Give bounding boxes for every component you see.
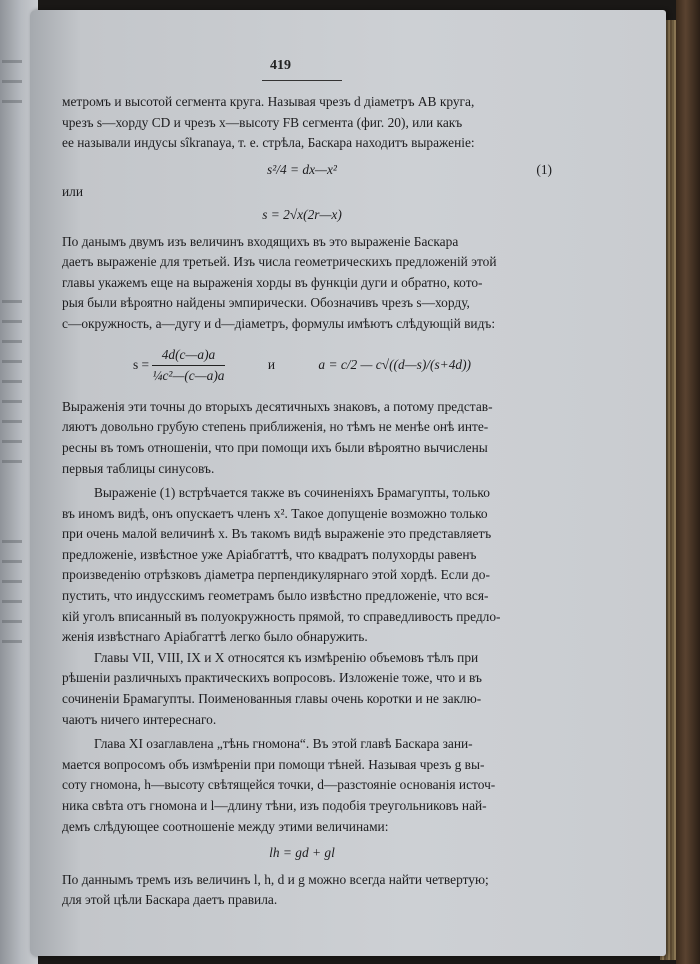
text-line: ресны въ томъ отношеніи, что при помощи ихъ были вѣроятно вычислены	[62, 439, 488, 455]
formula-3-right: a = c/2 — c√((d—s)/(s+4d))	[318, 356, 472, 372]
text-line: Глава XI озаглавлена „тѣнь гномона“. Въ этой главѣ Баскара зани-	[94, 736, 473, 752]
text-line-ili: или	[62, 184, 84, 200]
text-line: ее называли индусы sîkranaya, т. е. стрѣла, Баскара находитъ выраженіе:	[62, 135, 475, 151]
page-body	[62, 92, 552, 911]
text-line: c—окружность, a—дугу и d—діаметръ, формулы имѣютъ слѣдующій видъ:	[62, 315, 496, 331]
text-line: рыя были вѣроятно найдены эмпирически. Обозначивъ чрезъ s—хорду,	[62, 295, 470, 311]
page-number: 419	[270, 58, 291, 73]
text-line: соту гномона, h—высоту свѣтящейся точки, d—разстояніе основанія источ-	[62, 777, 496, 793]
paragraph-5	[62, 648, 542, 730]
text-line: для этой цѣли Баскара даетъ правила.	[62, 892, 278, 908]
text-line: рѣшеніи различныхъ практическихъ вопросовъ. Изложеніе тоже, что и въ	[62, 670, 482, 686]
formula-1-text: s²/4 = dx—x²	[267, 161, 337, 177]
text-line: мается вопросомъ объ измѣреніи при помощи тѣней. Называя чрезъ g вы-	[62, 756, 485, 772]
paragraph-6	[62, 734, 542, 837]
formula-3-denominator: ¼c²—(c—a)a	[152, 368, 225, 384]
text-line: Выраженіе (1) встрѣчается также въ сочиненіяхъ Брамагупты, только	[94, 485, 490, 501]
paragraph-2	[62, 232, 542, 335]
text-line: чрезъ s—хорду CD и чрезъ x—высоту FB сегмента (фиг. 20), или какъ	[62, 114, 463, 130]
formula-3-numerator: 4d(c—a)a	[152, 345, 224, 367]
text-line: ляютъ довольно грубую степень приближенія, но тѣмъ не менѣе онѣ инте-	[62, 419, 489, 435]
paragraph-7	[62, 870, 542, 911]
text-line: кій уголъ вписанный въ полуокружность прямой, то справедливость предло-	[62, 608, 501, 624]
formula-4: lh = gd + gl	[269, 845, 335, 861]
page-number-rule	[262, 80, 342, 81]
formula-2: s = 2√x(2r—x)	[262, 206, 342, 222]
text-line: женія извѣстнаго Аріабгаттѣ легко было обнаружить.	[62, 629, 368, 645]
paragraph-1	[62, 92, 542, 154]
text-line: предложеніе, извѣстное уже Аріабгаттѣ, что квадратъ полухорды равенъ	[62, 546, 477, 562]
text-line: при очень малой величинѣ x. Въ такомъ видѣ выраженіе это представляетъ	[62, 526, 492, 542]
book-spine	[676, 0, 700, 964]
formula-3: s = $\frac{4d(c—a)a}{\text{¼c²—(c—a)a}}$ и a = c/2 — c√((d—s)/(s+4d))	[62, 345, 542, 387]
text-line: демъ слѣдующее соотношеніе между этими величинами:	[62, 818, 389, 834]
text-line: главы укажемъ еще на выраженія хорды въ функціи дуги и обратно, кото-	[62, 274, 483, 290]
text-line: первыя таблицы синусовъ.	[62, 460, 215, 476]
formula-1-number: (1)	[536, 161, 552, 177]
text-line: произведенію отрѣзковъ діаметра перпендикулярнаго этой хордѣ. Если до-	[62, 567, 490, 583]
text-line: Выраженія эти точны до вторыхъ десятичныхъ знаковъ, а потому представ-	[62, 398, 493, 414]
text-line: По данымъ двумъ изъ величинъ входящихъ въ это выраженіе Баскара	[62, 233, 459, 249]
text-line: ника свѣта отъ гномона и l—длину тѣни, изъ подобія треугольниковъ най-	[62, 798, 487, 813]
text-line: пустить, что индусскимъ геометрамъ было извѣстно предложеніе, что вся-	[62, 588, 489, 604]
formula-3-fraction	[152, 345, 224, 387]
formula-3-and: и	[267, 356, 276, 372]
paragraph-3	[62, 397, 542, 479]
text-line: чаютъ ничего интереснаго.	[62, 711, 217, 727]
text-line: По даннымъ тремъ изъ величинъ l, h, d и g можно всегда найти четвертую;	[62, 871, 489, 887]
text-line: Главы VII, VIII, IX и X относятся къ измѣренію объемовъ тѣлъ при	[94, 649, 479, 665]
text-line: сочиненіи Брамагупты. Поименованныя главы очень коротки и не заклю-	[62, 691, 482, 707]
formula-1	[62, 160, 552, 181]
text-line: даетъ выраженіе для третьей. Изъ числа геометрическихъ предложеній этой	[62, 254, 497, 270]
paragraph-4	[62, 483, 542, 648]
text-line: въ иномъ видѣ, онъ опускаетъ членъ x². Такое допущеніе возможно только	[62, 505, 488, 521]
text-line: метромъ и высотой сегмента круга. Называя чрезъ d діаметръ AB круга,	[62, 94, 475, 109]
